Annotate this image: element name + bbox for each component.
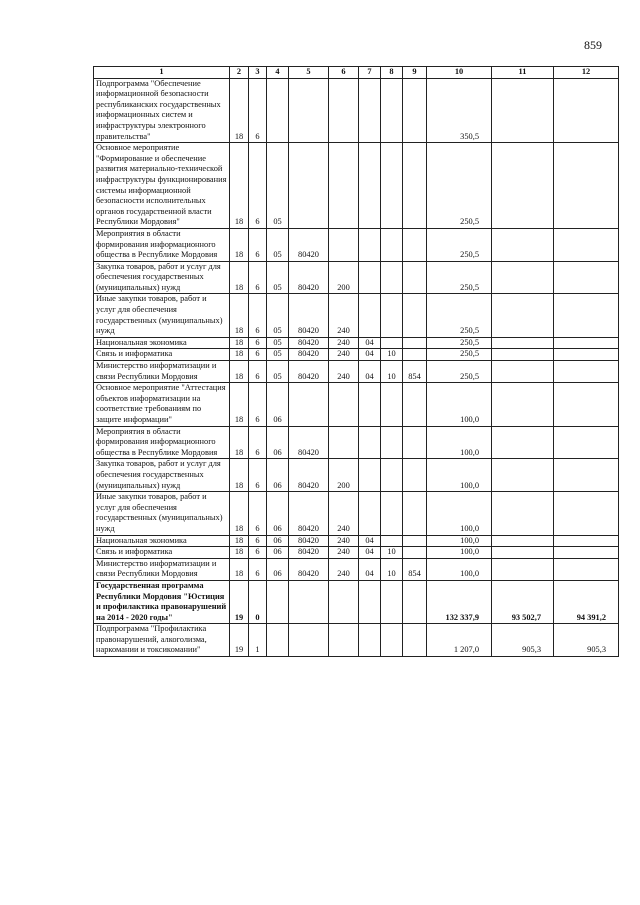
code-cell-c9 (403, 349, 427, 361)
row-name-cell: Министерство информатизации и связи Республики Мордовия (94, 558, 230, 580)
code-cell-c5: 80420 (289, 337, 329, 349)
code-cell-c5 (289, 624, 329, 657)
row-name-cell: Связь и информатика (94, 547, 230, 559)
code-cell-c4: 05 (267, 337, 289, 349)
code-cell-c5: 80420 (289, 349, 329, 361)
header-cell: 6 (329, 67, 359, 79)
amount-cell-c12 (554, 558, 619, 580)
amount-cell-c11 (492, 294, 554, 337)
code-cell-c6 (329, 78, 359, 143)
code-cell-c7: 04 (359, 547, 381, 559)
code-cell-c2: 18 (230, 361, 249, 383)
code-cell-c2: 18 (230, 535, 249, 547)
amount-cell-c10: 100,0 (427, 426, 492, 459)
code-cell-c7: 04 (359, 535, 381, 547)
code-cell-c8 (381, 337, 403, 349)
code-cell-c9 (403, 624, 427, 657)
code-cell-c5: 80420 (289, 547, 329, 559)
code-cell-c8 (381, 228, 403, 261)
amount-cell-c11 (492, 535, 554, 547)
code-cell-c9: 854 (403, 361, 427, 383)
code-cell-c4 (267, 78, 289, 143)
code-cell-c9 (403, 383, 427, 426)
code-cell-c6: 240 (329, 349, 359, 361)
code-cell-c5: 80420 (289, 535, 329, 547)
code-cell-c6: 200 (329, 261, 359, 294)
code-cell-c4: 06 (267, 383, 289, 426)
amount-cell-c12 (554, 492, 619, 535)
table-row (94, 492, 619, 535)
code-cell-c9: 854 (403, 558, 427, 580)
amount-cell-c10: 350,5 (427, 78, 492, 143)
code-cell-c4: 05 (267, 361, 289, 383)
code-cell-c6 (329, 580, 359, 623)
code-cell-c6: 240 (329, 294, 359, 337)
amount-cell-c11 (492, 143, 554, 229)
table-row (94, 294, 619, 337)
code-cell-c5 (289, 143, 329, 229)
code-cell-c6 (329, 228, 359, 261)
code-cell-c3: 6 (249, 361, 267, 383)
code-cell-c7 (359, 624, 381, 657)
row-name-cell: Государственная программа Республики Мордовия "Юстиция и профилактика правонарушений на 2014 - 2020 годы" (94, 580, 230, 623)
header-cell: 8 (381, 67, 403, 79)
code-cell-c6 (329, 143, 359, 229)
header-cell: 12 (554, 67, 619, 79)
code-cell-c8: 10 (381, 547, 403, 559)
code-cell-c5: 80420 (289, 492, 329, 535)
code-cell-c9 (403, 78, 427, 143)
code-cell-c7 (359, 78, 381, 143)
table-row (94, 624, 619, 657)
code-cell-c3: 6 (249, 558, 267, 580)
amount-cell-c12 (554, 78, 619, 143)
code-cell-c9 (403, 492, 427, 535)
table-row (94, 78, 619, 143)
code-cell-c6: 240 (329, 547, 359, 559)
code-cell-c7 (359, 426, 381, 459)
code-cell-c3: 6 (249, 383, 267, 426)
code-cell-c2: 18 (230, 383, 249, 426)
amount-cell-c11 (492, 228, 554, 261)
code-cell-c3: 1 (249, 624, 267, 657)
amount-cell-c12 (554, 535, 619, 547)
code-cell-c7: 04 (359, 361, 381, 383)
code-cell-c3: 6 (249, 228, 267, 261)
code-cell-c7 (359, 383, 381, 426)
code-cell-c8 (381, 535, 403, 547)
code-cell-c9 (403, 337, 427, 349)
table-row (94, 535, 619, 547)
header-cell: 2 (230, 67, 249, 79)
row-name-cell: Иные закупки товаров, работ и услуг для обеспечения государственных (муниципальных) нужд (94, 492, 230, 535)
amount-cell-c11 (492, 547, 554, 559)
code-cell-c3: 6 (249, 535, 267, 547)
code-cell-c6: 240 (329, 337, 359, 349)
row-name-cell: Основное мероприятие "Аттестация объектов информатизации на соответствие требованиям по защите информации" (94, 383, 230, 426)
code-cell-c7 (359, 228, 381, 261)
code-cell-c8 (381, 624, 403, 657)
code-cell-c3: 0 (249, 580, 267, 623)
code-cell-c2: 18 (230, 426, 249, 459)
code-cell-c6: 240 (329, 361, 359, 383)
code-cell-c3: 6 (249, 547, 267, 559)
amount-cell-c10: 100,0 (427, 558, 492, 580)
amount-cell-c10: 132 337,9 (427, 580, 492, 623)
code-cell-c6 (329, 426, 359, 459)
code-cell-c9 (403, 547, 427, 559)
code-cell-c8 (381, 261, 403, 294)
amount-cell-c12 (554, 294, 619, 337)
code-cell-c5 (289, 383, 329, 426)
amount-cell-c12: 94 391,2 (554, 580, 619, 623)
code-cell-c6: 240 (329, 558, 359, 580)
table-body (94, 78, 619, 656)
code-cell-c2: 18 (230, 78, 249, 143)
amount-cell-c11 (492, 261, 554, 294)
code-cell-c8 (381, 459, 403, 492)
code-cell-c2: 18 (230, 143, 249, 229)
code-cell-c9 (403, 535, 427, 547)
code-cell-c9 (403, 261, 427, 294)
amount-cell-c12 (554, 228, 619, 261)
code-cell-c3: 6 (249, 261, 267, 294)
amount-cell-c10: 250,5 (427, 261, 492, 294)
amount-cell-c10: 250,5 (427, 349, 492, 361)
code-cell-c3: 6 (249, 337, 267, 349)
code-cell-c3: 6 (249, 349, 267, 361)
table-row (94, 426, 619, 459)
code-cell-c2: 18 (230, 228, 249, 261)
row-name-cell: Связь и информатика (94, 349, 230, 361)
amount-cell-c12 (554, 261, 619, 294)
code-cell-c8 (381, 78, 403, 143)
code-cell-c5 (289, 78, 329, 143)
code-cell-c2: 18 (230, 337, 249, 349)
code-cell-c2: 18 (230, 261, 249, 294)
code-cell-c7 (359, 492, 381, 535)
amount-cell-c12 (554, 547, 619, 559)
code-cell-c7: 04 (359, 558, 381, 580)
amount-cell-c10: 250,5 (427, 337, 492, 349)
row-name-cell: Подпрограмма "Обеспечение информационной безопасности республиканских государственных информационных систем и инфраструктуры электронного правительства" (94, 78, 230, 143)
amount-cell-c10: 1 207,0 (427, 624, 492, 657)
header-cell: 9 (403, 67, 427, 79)
amount-cell-c10: 100,0 (427, 547, 492, 559)
row-name-cell: Иные закупки товаров, работ и услуг для обеспечения государственных (муниципальных) нужд (94, 294, 230, 337)
code-cell-c4: 05 (267, 143, 289, 229)
table-row (94, 558, 619, 580)
code-cell-c7: 04 (359, 337, 381, 349)
code-cell-c4: 05 (267, 261, 289, 294)
amount-cell-c12 (554, 426, 619, 459)
code-cell-c3: 6 (249, 426, 267, 459)
table-row (94, 337, 619, 349)
code-cell-c5: 80420 (289, 261, 329, 294)
code-cell-c4: 05 (267, 349, 289, 361)
code-cell-c6 (329, 624, 359, 657)
code-cell-c7: 04 (359, 349, 381, 361)
code-cell-c8: 10 (381, 558, 403, 580)
code-cell-c8: 10 (381, 349, 403, 361)
amount-cell-c11 (492, 459, 554, 492)
table-row (94, 580, 619, 623)
code-cell-c9 (403, 580, 427, 623)
code-cell-c4: 06 (267, 535, 289, 547)
header-cell: 7 (359, 67, 381, 79)
code-cell-c8 (381, 143, 403, 229)
code-cell-c6: 240 (329, 492, 359, 535)
code-cell-c5: 80420 (289, 228, 329, 261)
code-cell-c6 (329, 383, 359, 426)
row-name-cell: Подпрограмма "Профилактика правонарушений, алкоголизма, наркомании и токсикомании" (94, 624, 230, 657)
code-cell-c8 (381, 492, 403, 535)
code-cell-c4: 05 (267, 228, 289, 261)
code-cell-c8 (381, 426, 403, 459)
table-row (94, 349, 619, 361)
table-row (94, 547, 619, 559)
amount-cell-c11 (492, 426, 554, 459)
row-name-cell: Министерство информатизации и связи Республики Мордовия (94, 361, 230, 383)
amount-cell-c12 (554, 383, 619, 426)
code-cell-c5 (289, 580, 329, 623)
code-cell-c9 (403, 143, 427, 229)
row-name-cell: Основное мероприятие "Формирование и обеспечение развития материально-технической инфраструктуры функционирования системы информационной безопасности исполнительных органов государственной власти Республики Мордовия" (94, 143, 230, 229)
code-cell-c2: 18 (230, 558, 249, 580)
row-name-cell: Закупка товаров, работ и услуг для обеспечения государственных (муниципальных) нужд (94, 459, 230, 492)
code-cell-c4 (267, 580, 289, 623)
code-cell-c3: 6 (249, 78, 267, 143)
header-cell: 11 (492, 67, 554, 79)
row-name-cell: Мероприятия в области формирования информационного общества в Республике Мордовия (94, 228, 230, 261)
amount-cell-c11 (492, 383, 554, 426)
table-row (94, 228, 619, 261)
row-name-cell: Мероприятия в области формирования информационного общества в Республике Мордовия (94, 426, 230, 459)
code-cell-c7 (359, 294, 381, 337)
header-row (94, 67, 619, 79)
code-cell-c2: 19 (230, 580, 249, 623)
amount-cell-c11 (492, 558, 554, 580)
code-cell-c8 (381, 580, 403, 623)
table-row (94, 361, 619, 383)
code-cell-c3: 6 (249, 492, 267, 535)
amount-cell-c12 (554, 459, 619, 492)
code-cell-c8: 10 (381, 361, 403, 383)
amount-cell-c10: 250,5 (427, 143, 492, 229)
header-cell: 5 (289, 67, 329, 79)
header-cell: 1 (94, 67, 230, 79)
row-name-cell: Закупка товаров, работ и услуг для обеспечения государственных (муниципальных) нужд (94, 261, 230, 294)
amount-cell-c11 (492, 349, 554, 361)
row-name-cell: Национальная экономика (94, 337, 230, 349)
code-cell-c4: 06 (267, 547, 289, 559)
header-cell: 10 (427, 67, 492, 79)
code-cell-c5: 80420 (289, 459, 329, 492)
code-cell-c4: 06 (267, 459, 289, 492)
header-cell: 3 (249, 67, 267, 79)
code-cell-c7 (359, 580, 381, 623)
code-cell-c2: 18 (230, 294, 249, 337)
amount-cell-c12 (554, 349, 619, 361)
code-cell-c5: 80420 (289, 558, 329, 580)
amount-cell-c11 (492, 492, 554, 535)
code-cell-c8 (381, 383, 403, 426)
budget-table (93, 66, 619, 657)
code-cell-c9 (403, 294, 427, 337)
amount-cell-c11: 905,3 (492, 624, 554, 657)
table-row (94, 459, 619, 492)
table-row (94, 261, 619, 294)
header-cell: 4 (267, 67, 289, 79)
code-cell-c4: 06 (267, 558, 289, 580)
code-cell-c4: 06 (267, 492, 289, 535)
code-cell-c3: 6 (249, 459, 267, 492)
code-cell-c4: 06 (267, 426, 289, 459)
amount-cell-c11: 93 502,7 (492, 580, 554, 623)
code-cell-c7 (359, 261, 381, 294)
code-cell-c8 (381, 294, 403, 337)
code-cell-c5: 80420 (289, 426, 329, 459)
table-row (94, 383, 619, 426)
code-cell-c7 (359, 143, 381, 229)
code-cell-c5: 80420 (289, 361, 329, 383)
amount-cell-c10: 250,5 (427, 294, 492, 337)
row-name-cell: Национальная экономика (94, 535, 230, 547)
code-cell-c4 (267, 624, 289, 657)
code-cell-c2: 18 (230, 492, 249, 535)
amount-cell-c12 (554, 361, 619, 383)
amount-cell-c10: 100,0 (427, 459, 492, 492)
code-cell-c7 (359, 459, 381, 492)
code-cell-c3: 6 (249, 294, 267, 337)
amount-cell-c11 (492, 78, 554, 143)
code-cell-c6: 200 (329, 459, 359, 492)
amount-cell-c10: 250,5 (427, 361, 492, 383)
amount-cell-c12: 905,3 (554, 624, 619, 657)
code-cell-c2: 19 (230, 624, 249, 657)
page-number: 859 (584, 38, 602, 52)
code-cell-c3: 6 (249, 143, 267, 229)
amount-cell-c10: 100,0 (427, 535, 492, 547)
code-cell-c2: 18 (230, 459, 249, 492)
code-cell-c4: 05 (267, 294, 289, 337)
amount-cell-c11 (492, 337, 554, 349)
amount-cell-c10: 250,5 (427, 228, 492, 261)
code-cell-c5: 80420 (289, 294, 329, 337)
table-row (94, 143, 619, 229)
code-cell-c2: 18 (230, 349, 249, 361)
amount-cell-c10: 100,0 (427, 492, 492, 535)
code-cell-c9 (403, 426, 427, 459)
code-cell-c9 (403, 228, 427, 261)
code-cell-c9 (403, 459, 427, 492)
amount-cell-c10: 100,0 (427, 383, 492, 426)
amount-cell-c12 (554, 337, 619, 349)
code-cell-c6: 240 (329, 535, 359, 547)
amount-cell-c11 (492, 361, 554, 383)
code-cell-c2: 18 (230, 547, 249, 559)
amount-cell-c12 (554, 143, 619, 229)
